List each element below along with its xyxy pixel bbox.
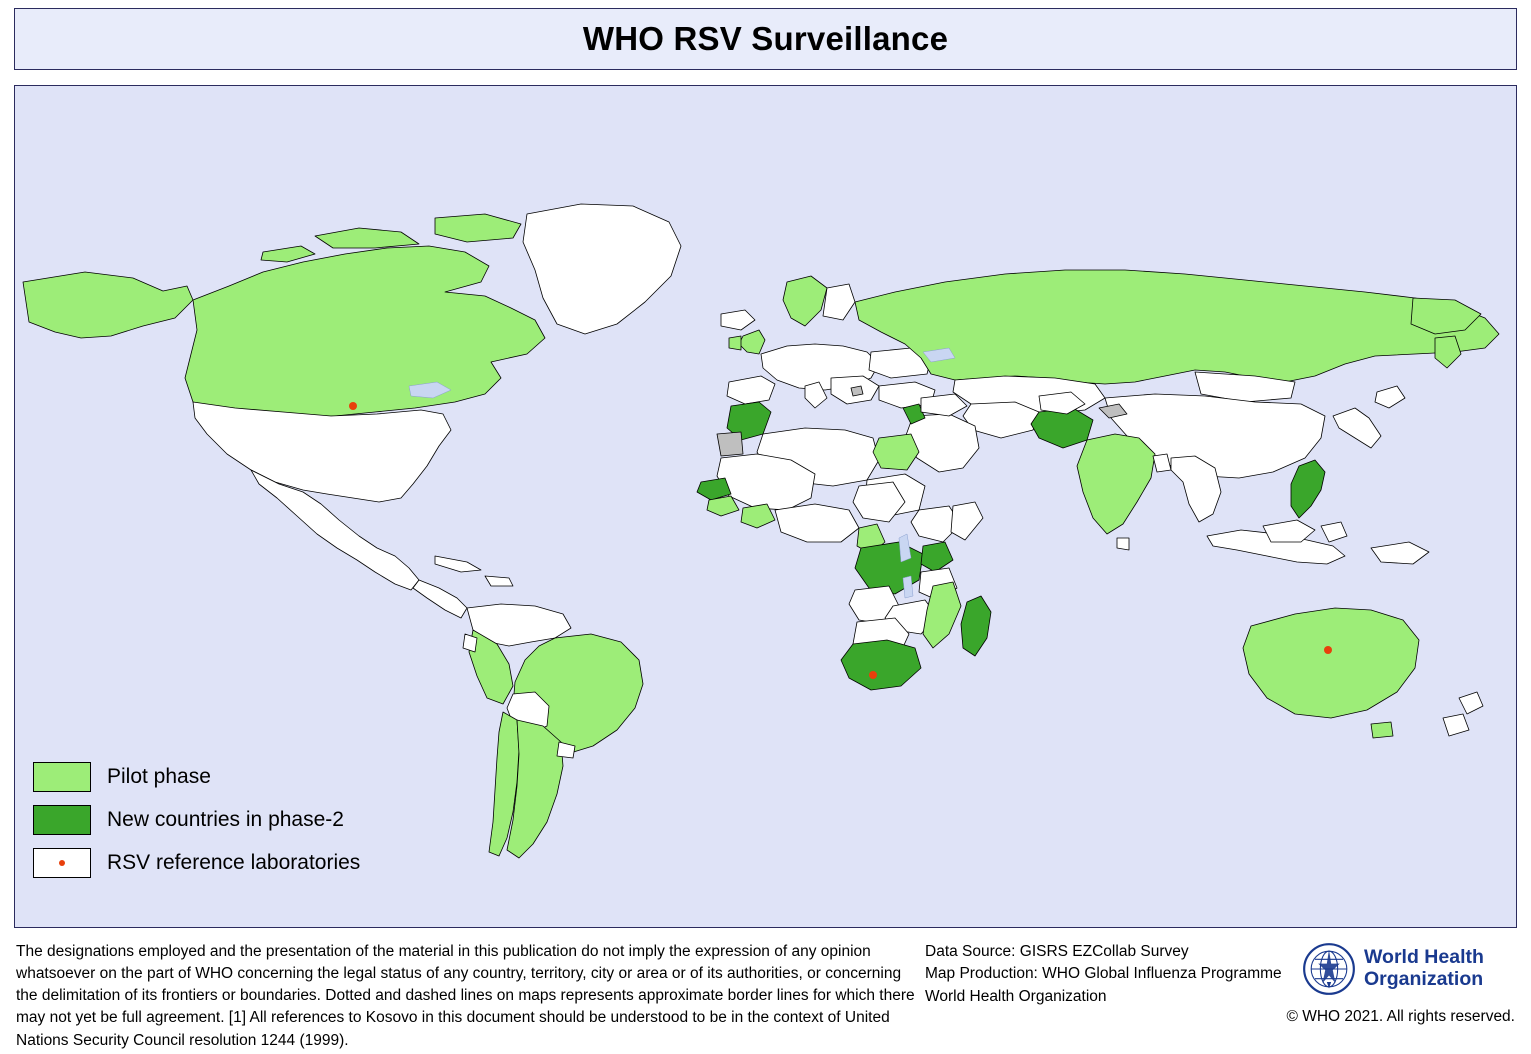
country-sri-lanka: [1117, 538, 1129, 550]
copyright-text: © WHO 2021. All rights reserved.: [1286, 1008, 1515, 1025]
title-bar: [14, 8, 1517, 70]
legend-swatch-reference-labs: [33, 848, 91, 878]
legend-label-phase-2: New countries in phase-2: [107, 808, 344, 831]
page-title: WHO RSV Surveillance: [582, 20, 949, 57]
legend-label-pilot-phase: Pilot phase: [107, 765, 211, 788]
data-source-line: Data Source: GISRS EZCollab Survey: [925, 943, 1189, 960]
who-emblem-icon: [1302, 942, 1356, 996]
organization-line: World Health Organization: [925, 987, 1107, 1005]
legend-item-phase-2: [33, 805, 360, 835]
map-production-line: Map Production: WHO Global Influenza Programme: [925, 965, 1282, 983]
lab-marker-south-africa[interactable]: [869, 671, 877, 679]
legend-swatch-phase-2: [33, 805, 91, 835]
country-western-sahara-disputed: [717, 432, 743, 456]
legend-item-pilot-phase: [33, 762, 360, 792]
legend-item-reference-labs: [33, 848, 360, 878]
reference-lab-dot-icon: [59, 860, 65, 866]
lab-marker-usa[interactable]: [349, 402, 357, 410]
who-wordmark-line1: World Health: [1364, 946, 1484, 969]
legend-label-reference-labs: RSV reference laboratories: [107, 851, 361, 874]
country-kosovo-disputed: [851, 386, 863, 396]
footer: [0, 934, 1531, 1054]
disclaimer-text: The designations employed and the presentation of the material in this publication do not imply the expression of any opinion whatsoever on the part of WHO concerning the legal status of any country, territory, city or area or of its authorities, or concerning the delimitation of its frontiers or boundaries. Dotted and dashed lines on maps represents approximate border lines for which there may not yet be full agreement. [1] All references to Kosovo in this document should be understood to be in the context of United Nations Security Council resolution 1244 (1999).: [16, 943, 915, 1049]
legend-swatch-pilot-phase: [33, 762, 91, 792]
map-legend: [33, 762, 360, 891]
who-wordmark-line2: Organization: [1364, 968, 1484, 990]
who-logo: [1302, 940, 1517, 998]
map-panel[interactable]: [14, 85, 1517, 928]
country-tasmania: [1371, 722, 1393, 738]
country-ireland: [729, 336, 741, 350]
lab-marker-australia[interactable]: [1324, 646, 1332, 654]
source-block: [925, 941, 1345, 1008]
who-wordmark: [1364, 947, 1484, 991]
